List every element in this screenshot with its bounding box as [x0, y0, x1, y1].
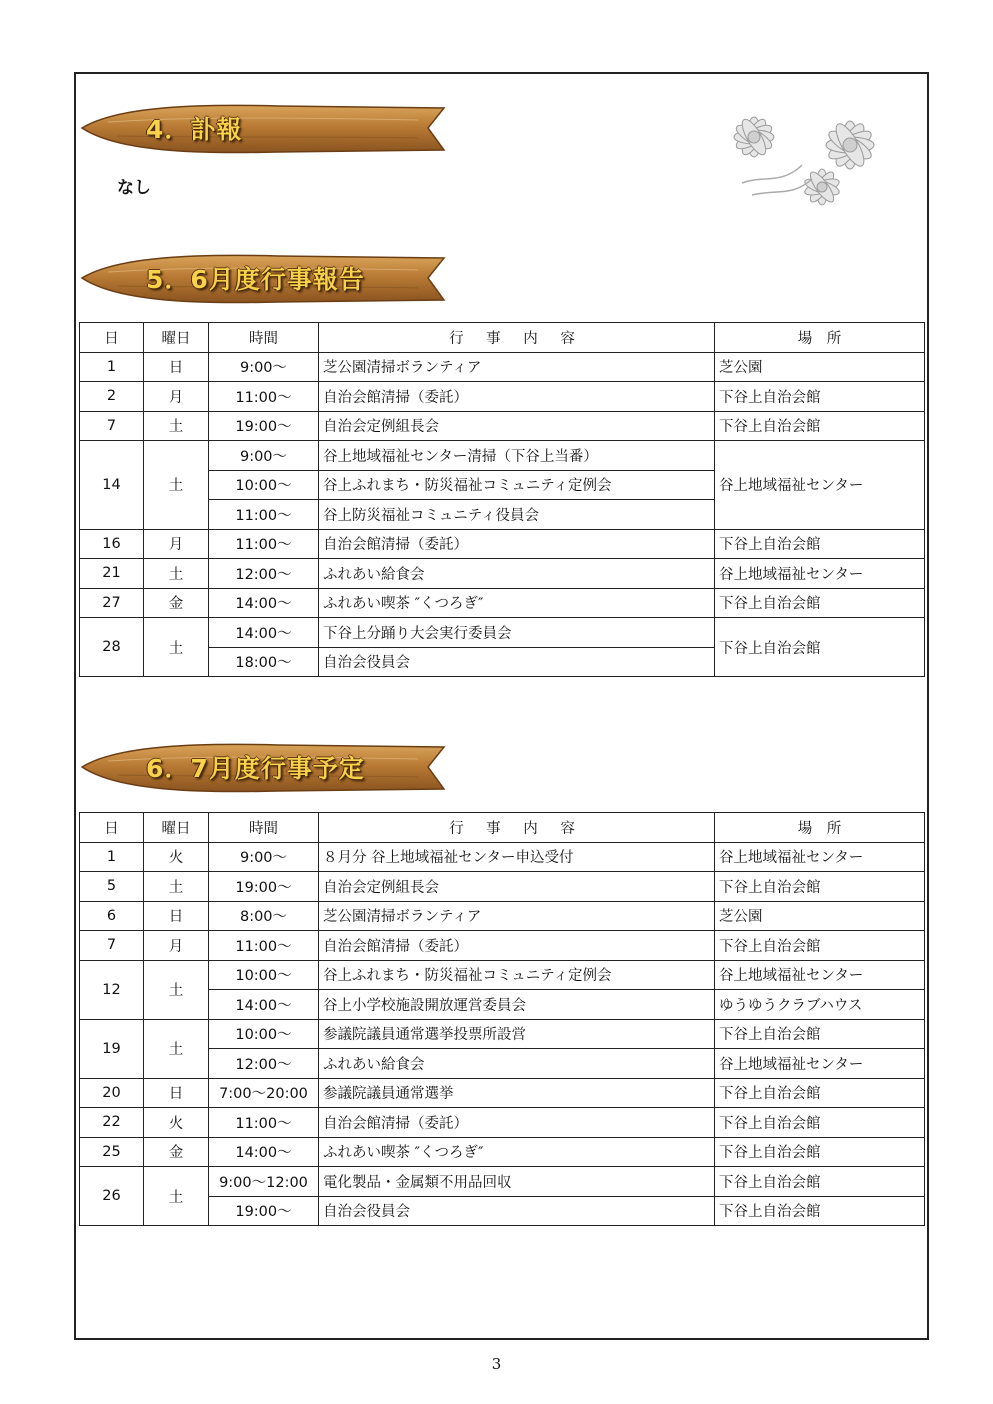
- place-cell: 芝公園: [715, 352, 925, 382]
- weekday-cell: 土: [144, 1167, 209, 1226]
- place-cell: 下谷上自治会館: [715, 529, 925, 559]
- time-cell: 9:00～: [209, 441, 319, 471]
- time-cell: 14:00～: [209, 588, 319, 618]
- day-cell: 28: [80, 618, 144, 677]
- time-cell: 11:00～: [209, 931, 319, 961]
- weekday-cell: 土: [144, 1019, 209, 1078]
- weekday-cell: 金: [144, 588, 209, 618]
- header-day: 日: [80, 813, 144, 843]
- header-time: 時間: [209, 323, 319, 353]
- time-cell: 9:00～: [209, 842, 319, 872]
- weekday-cell: 火: [144, 842, 209, 872]
- header-place: 場 所: [715, 323, 925, 353]
- time-cell: 9:00～12:00: [209, 1167, 319, 1197]
- table-header-row: [80, 323, 925, 353]
- table-row: [80, 559, 925, 589]
- content-cell: 谷上ふれまち・防災福祉コミュニティ定例会: [319, 470, 715, 500]
- content-cell: 自治会館清掃（委託）: [319, 529, 715, 559]
- day-cell: 5: [80, 872, 144, 902]
- july-events-table: [79, 812, 925, 1226]
- content-cell: 参議院議員通常選挙: [319, 1078, 715, 1108]
- table-row: [80, 1167, 925, 1197]
- day-cell: 20: [80, 1078, 144, 1108]
- weekday-cell: 金: [144, 1137, 209, 1167]
- table-row: [80, 931, 925, 961]
- table-row: [80, 1108, 925, 1138]
- content-cell: ふれあい喫茶 ″くつろぎ″: [319, 588, 715, 618]
- time-cell: 11:00～: [209, 1108, 319, 1138]
- day-cell: 21: [80, 559, 144, 589]
- place-cell: 下谷上自治会館: [715, 1137, 925, 1167]
- place-cell: 谷上地域福祉センター: [715, 960, 925, 990]
- content-cell: 参議院議員通常選挙投票所設営: [319, 1019, 715, 1049]
- content-cell: 谷上ふれまち・防災福祉コミュニティ定例会: [319, 960, 715, 990]
- place-cell: 谷上地域福祉センター: [715, 441, 925, 530]
- place-cell: 下谷上自治会館: [715, 1019, 925, 1049]
- content-cell: ふれあい給食会: [319, 1049, 715, 1079]
- day-cell: 7: [80, 411, 144, 441]
- content-cell: 芝公園清掃ボランティア: [319, 901, 715, 931]
- day-cell: 2: [80, 382, 144, 412]
- content-cell: 谷上防災福祉コミュニティ役員会: [319, 500, 715, 530]
- section-title: 4．訃報: [146, 115, 243, 144]
- content-cell: 谷上地域福祉センター清掃（下谷上当番）: [319, 441, 715, 471]
- wood-banner-shape: [78, 98, 450, 158]
- day-cell: 7: [80, 931, 144, 961]
- time-cell: 19:00～: [209, 1196, 319, 1226]
- time-cell: 19:00～: [209, 411, 319, 441]
- table-row: [80, 1019, 925, 1049]
- time-cell: 12:00～: [209, 1049, 319, 1079]
- time-cell: 12:00～: [209, 559, 319, 589]
- weekday-cell: 月: [144, 529, 209, 559]
- place-cell: 下谷上自治会館: [715, 618, 925, 677]
- weekday-cell: 土: [144, 618, 209, 677]
- header-day: 日: [80, 323, 144, 353]
- section-banner-june: [78, 248, 450, 308]
- content-cell: 自治会定例組長会: [319, 411, 715, 441]
- time-cell: 18:00～: [209, 647, 319, 677]
- day-cell: 1: [80, 842, 144, 872]
- place-cell: 下谷上自治会館: [715, 411, 925, 441]
- day-cell: 14: [80, 441, 144, 530]
- header-weekday: 曜日: [144, 813, 209, 843]
- time-cell: 11:00～: [209, 529, 319, 559]
- content-cell: 自治会館清掃（委託）: [319, 382, 715, 412]
- table-row: [80, 960, 925, 990]
- place-cell: 谷上地域福祉センター: [715, 842, 925, 872]
- header-weekday: 曜日: [144, 323, 209, 353]
- section-title: 6．7月度行事予定: [146, 754, 365, 783]
- time-cell: 14:00～: [209, 618, 319, 648]
- weekday-cell: 土: [144, 441, 209, 530]
- table-row: [80, 382, 925, 412]
- table-row: [80, 842, 925, 872]
- june-events-table: [79, 322, 925, 677]
- content-cell: 自治会館清掃（委託）: [319, 931, 715, 961]
- time-cell: 14:00～: [209, 1137, 319, 1167]
- time-cell: 11:00～: [209, 382, 319, 412]
- table-row: [80, 1137, 925, 1167]
- time-cell: 10:00～: [209, 470, 319, 500]
- header-content: 行 事 内 容: [319, 323, 715, 353]
- time-cell: 10:00～: [209, 960, 319, 990]
- content-cell: 自治会役員会: [319, 647, 715, 677]
- day-cell: 19: [80, 1019, 144, 1078]
- time-cell: 11:00～: [209, 500, 319, 530]
- table-row: [80, 441, 925, 471]
- weekday-cell: 土: [144, 411, 209, 441]
- place-cell: 下谷上自治会館: [715, 872, 925, 902]
- place-cell: 下谷上自治会館: [715, 1167, 925, 1197]
- day-cell: 26: [80, 1167, 144, 1226]
- header-content: 行 事 内 容: [319, 813, 715, 843]
- place-cell: 下谷上自治会館: [715, 1078, 925, 1108]
- place-cell: 下谷上自治会館: [715, 1108, 925, 1138]
- time-cell: 10:00～: [209, 1019, 319, 1049]
- chrysanthemum-icon: [722, 105, 902, 215]
- weekday-cell: 月: [144, 382, 209, 412]
- content-cell: ふれあい給食会: [319, 559, 715, 589]
- weekday-cell: 土: [144, 960, 209, 1019]
- place-cell: 下谷上自治会館: [715, 588, 925, 618]
- time-cell: 14:00～: [209, 990, 319, 1020]
- table-row: [80, 901, 925, 931]
- weekday-cell: 月: [144, 931, 209, 961]
- place-cell: 芝公園: [715, 901, 925, 931]
- day-cell: 22: [80, 1108, 144, 1138]
- content-cell: ふれあい喫茶 ″くつろぎ″: [319, 1137, 715, 1167]
- section-title: 5．6月度行事報告: [146, 265, 365, 294]
- content-cell: 自治会役員会: [319, 1196, 715, 1226]
- day-cell: 12: [80, 960, 144, 1019]
- content-cell: 自治会定例組長会: [319, 872, 715, 902]
- weekday-cell: 日: [144, 1078, 209, 1108]
- table-header-row: [80, 813, 925, 843]
- content-cell: 電化製品・金属類不用品回収: [319, 1167, 715, 1197]
- table-row: [80, 588, 925, 618]
- weekday-cell: 火: [144, 1108, 209, 1138]
- time-cell: 9:00～: [209, 352, 319, 382]
- place-cell: 谷上地域福祉センター: [715, 559, 925, 589]
- place-cell: 下谷上自治会館: [715, 1196, 925, 1226]
- header-time: 時間: [209, 813, 319, 843]
- table-row: [80, 872, 925, 902]
- time-cell: 7:00～20:00: [209, 1078, 319, 1108]
- day-cell: 16: [80, 529, 144, 559]
- content-cell: 芝公園清掃ボランティア: [319, 352, 715, 382]
- time-cell: 19:00～: [209, 872, 319, 902]
- content-cell: 自治会館清掃（委託）: [319, 1108, 715, 1138]
- table-row: [80, 618, 925, 648]
- table-row: [80, 1078, 925, 1108]
- table-row: [80, 352, 925, 382]
- page-number: 3: [491, 1355, 502, 1373]
- place-cell: 下谷上自治会館: [715, 931, 925, 961]
- content-cell: ８月分 谷上地域福祉センター申込受付: [319, 842, 715, 872]
- time-cell: 8:00～: [209, 901, 319, 931]
- table-row: [80, 411, 925, 441]
- day-cell: 25: [80, 1137, 144, 1167]
- section-banner-obituary: [78, 98, 450, 158]
- weekday-cell: 土: [144, 559, 209, 589]
- day-cell: 6: [80, 901, 144, 931]
- header-place: 場 所: [715, 813, 925, 843]
- table-row: [80, 529, 925, 559]
- obituary-body: なし: [117, 178, 151, 198]
- place-cell: 谷上地域福祉センター: [715, 1049, 925, 1079]
- weekday-cell: 土: [144, 872, 209, 902]
- day-cell: 27: [80, 588, 144, 618]
- section-banner-july: [78, 737, 450, 797]
- day-cell: 1: [80, 352, 144, 382]
- place-cell: 下谷上自治会館: [715, 382, 925, 412]
- content-cell: 下谷上分踊り大会実行委員会: [319, 618, 715, 648]
- content-cell: 谷上小学校施設開放運営委員会: [319, 990, 715, 1020]
- weekday-cell: 日: [144, 352, 209, 382]
- place-cell: ゆうゆうクラブハウス: [715, 990, 925, 1020]
- weekday-cell: 日: [144, 901, 209, 931]
